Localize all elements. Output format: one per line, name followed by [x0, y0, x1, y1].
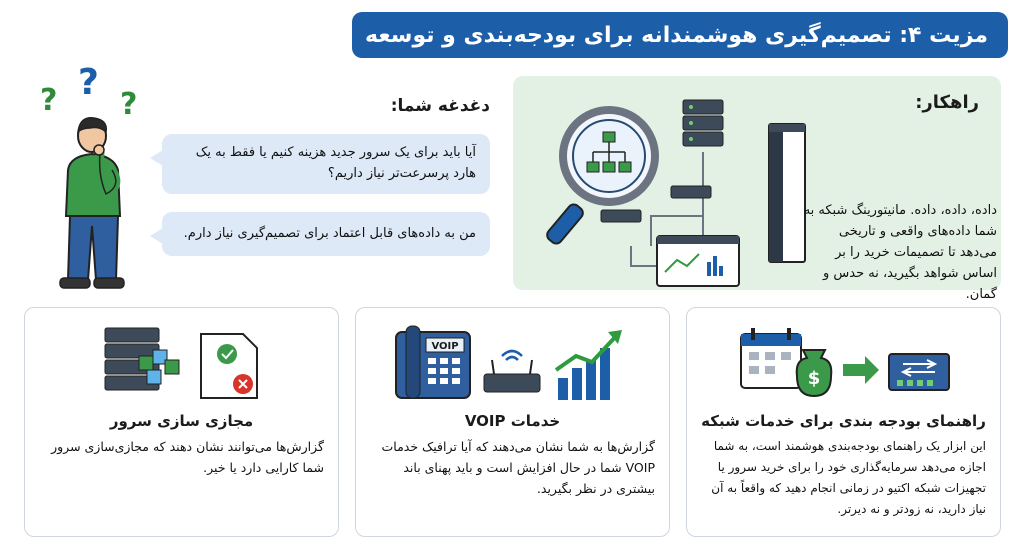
concern-heading: دغدغه شما: — [390, 96, 490, 116]
thinking-person-illustration — [30, 62, 150, 296]
voip-illustration — [396, 326, 628, 402]
question-mark-icon: ? — [78, 62, 99, 103]
dollar-icon: $ — [807, 368, 821, 389]
card-budget-guide — [686, 307, 1001, 537]
speech-bubble-text: آیا باید برای یک سرور جدید هزینه کنیم یا فقط به یک هارد پرسرعت‌تر نیاز داریم؟ — [195, 145, 476, 181]
server-virtualization-icon — [105, 326, 265, 402]
solution-text: داده، داده، داده. مانیتورینگ شبکه به شما داده‌های واقعی و تاریخی می‌دهد تا تصمیمات خرید را بر اساس شواهد بگیرید، نه حدس و گمان. — [803, 203, 997, 302]
question-mark-icon: ? — [120, 87, 138, 122]
speech-bubble-text: من به داده‌های قابل اعتماد برای تصمیم‌گیری نیاز دارم. — [183, 226, 476, 241]
card-text: این ابزار یک راهنمای بودجه‌بندی هوشمند است، به شما اجازه می‌دهد سرمایه‌گذاری خود را برای خرید سرور یا تجهیزات شبکه اکتیو در زمانی انجام دهید که واقعاً به آن نیاز دارید، نه زودتر و نه دیرتر. — [711, 439, 986, 516]
growth-chart-icon — [558, 378, 568, 400]
solution-panel — [513, 76, 1001, 302]
card-server-virtualization — [24, 307, 339, 537]
question-mark-icon: ? — [40, 83, 58, 118]
router-icon — [484, 374, 540, 392]
card-text: گزارش‌ها می‌توانند نشان دهند که مجازی‌سازی سرور شما کارایی دارد یا خیر. — [51, 439, 324, 475]
switch-icon — [601, 210, 641, 222]
page-title: مزیت ۴: تصمیم‌گیری هوشمندانه برای بودجه‌بندی و توسعه — [365, 22, 988, 48]
arrow-right-icon — [843, 356, 879, 384]
card-title: مجازی سازی سرور — [109, 412, 254, 430]
card-voip-services — [355, 307, 670, 537]
speech-bubble — [162, 212, 490, 256]
budget-illustration — [739, 326, 951, 404]
voip-label: VOIP — [431, 341, 459, 352]
check-icon — [217, 344, 237, 364]
switch-icon — [671, 186, 711, 198]
card-text: گزارش‌ها به شما نشان می‌دهند که آیا ترافیک خدمات VOIP شما در حال افزایش است و باید پهنای باند بیشتری در نظر بگیرید. — [381, 439, 655, 496]
solution-heading: راهکار: — [915, 92, 979, 113]
speech-bubble — [162, 134, 490, 194]
page-title-bar — [352, 12, 1008, 58]
card-title: خدمات VOIP — [464, 412, 561, 430]
card-title: راهنمای بودجه بندی برای خدمات شبکه — [701, 412, 986, 430]
network-monitoring-illustration — [531, 96, 803, 286]
